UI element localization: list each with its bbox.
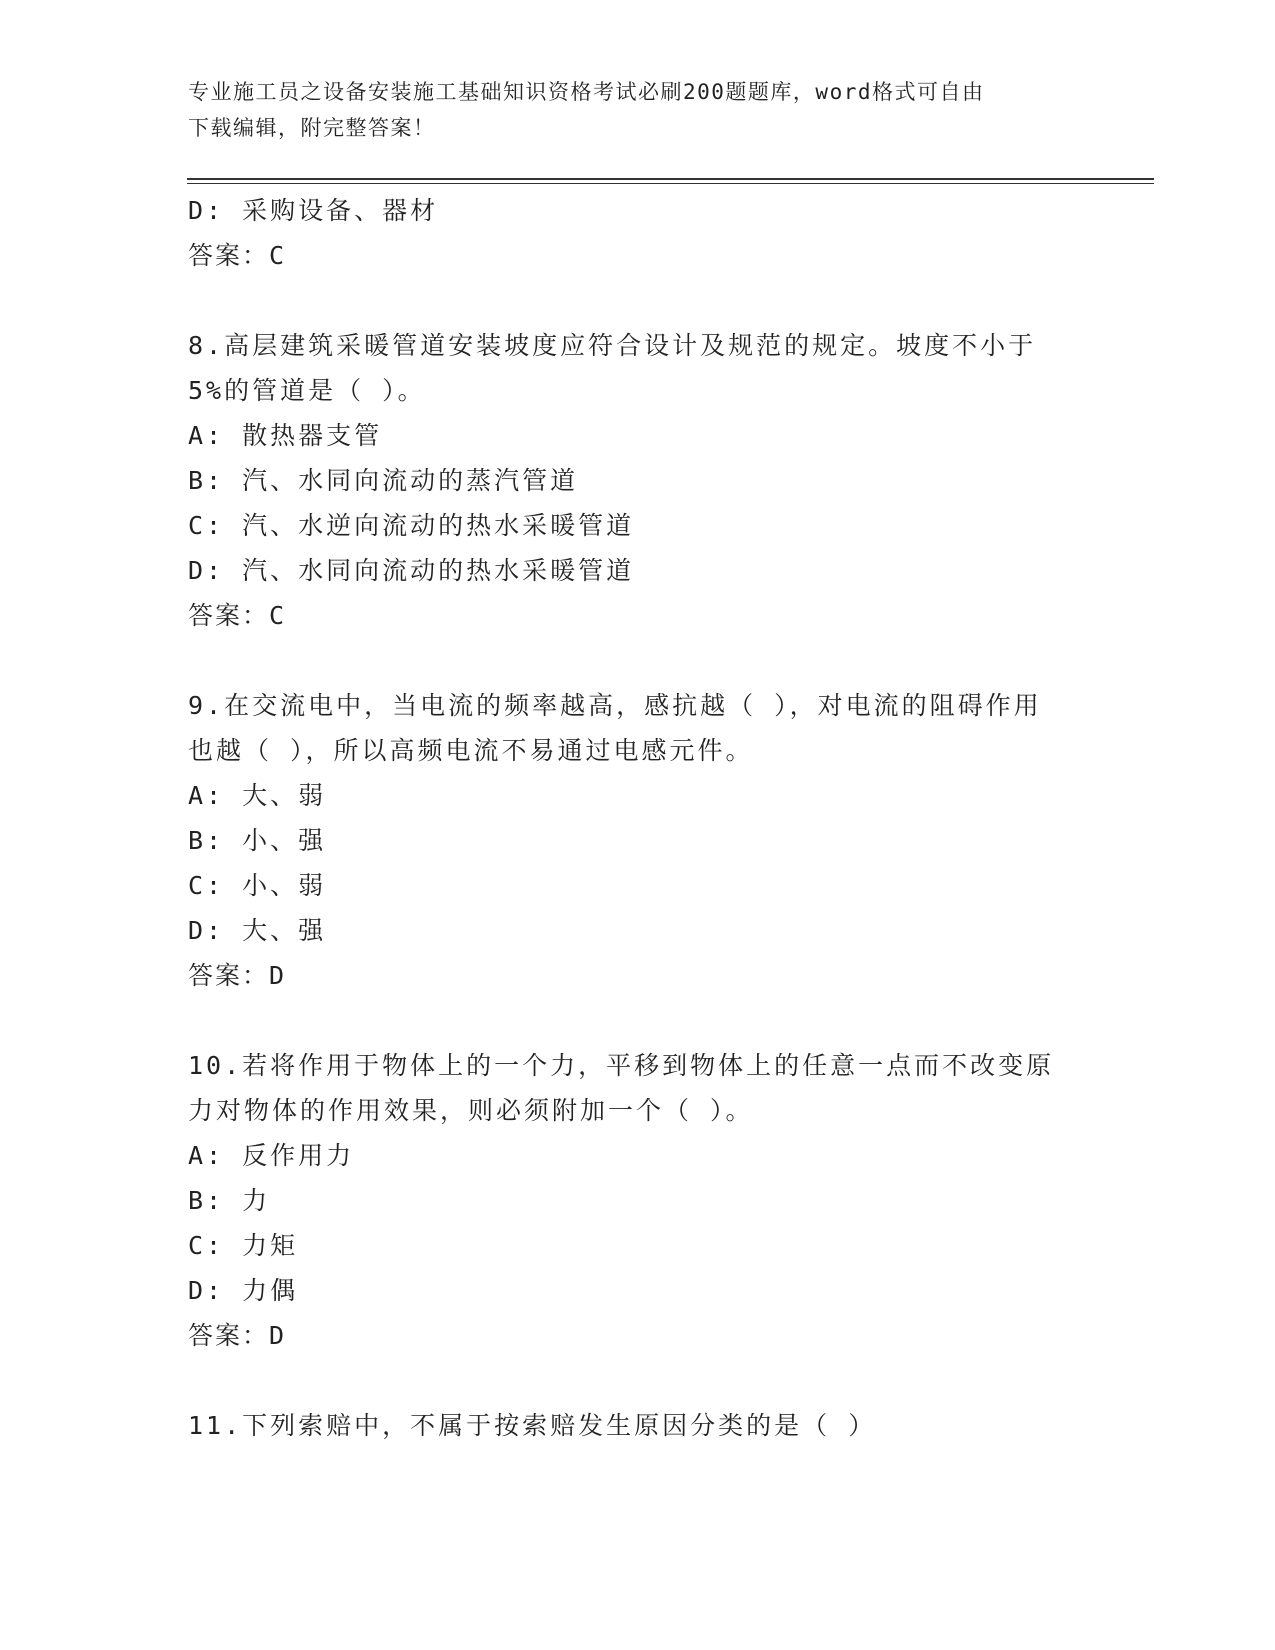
question-list	[188, 188, 1088, 1448]
question-9	[188, 683, 1088, 998]
question-text: 8.高层建筑采暖管道安装坡度应符合设计及规范的规定。坡度不小于	[188, 331, 1037, 360]
option-c: C: 小、弱	[188, 871, 327, 900]
answer-line: 答案：C	[188, 601, 287, 630]
option-d: D: 大、强	[188, 916, 327, 945]
option-d: D: 采购设备、器材	[188, 196, 439, 225]
spacer	[188, 1358, 1088, 1403]
question-text: 也越（ ），所以高频电流不易通过电感元件。	[188, 736, 754, 765]
option-c: C: 力矩	[188, 1231, 299, 1260]
question-text: 10.若将作用于物体上的一个力，平移到物体上的任意一点而不改变原	[188, 1051, 1055, 1080]
question-8	[188, 323, 1088, 638]
answer-line: 答案：D	[188, 1321, 287, 1350]
option-a: A: 散热器支管	[188, 421, 383, 450]
option-b: B: 力	[188, 1186, 271, 1215]
question-text: 5%的管道是（ ）。	[188, 376, 426, 405]
spacer	[188, 638, 1088, 683]
question-text: 力对物体的作用效果，则必须附加一个（ ）。	[188, 1096, 754, 1125]
page-header	[188, 74, 1068, 146]
answer-line: 答案：C	[188, 241, 287, 270]
option-b: B: 汽、水同向流动的蒸汽管道	[188, 466, 579, 495]
option-b: B: 小、强	[188, 826, 327, 855]
header-divider-thin	[187, 183, 1154, 184]
option-c: C: 汽、水逆向流动的热水采暖管道	[188, 511, 635, 540]
header-line-2: 下载编辑，附完整答案！	[188, 116, 436, 140]
question-text: 9.在交流电中，当电流的频率越高，感抗越（ ），对电流的阻碍作用	[188, 691, 1042, 720]
option-d: D: 力偶	[188, 1276, 299, 1305]
header-line-1: 专业施工员之设备安装施工基础知识资格考试必刷200题题库，word格式可自由	[188, 80, 985, 104]
question-10	[188, 1043, 1088, 1358]
header-divider-thick	[187, 178, 1154, 180]
option-d: D: 汽、水同向流动的热水采暖管道	[188, 556, 635, 585]
option-a: A: 反作用力	[188, 1141, 355, 1170]
answer-line: 答案：D	[188, 961, 287, 990]
question-11	[188, 1403, 1088, 1448]
question-text: 11.下列索赔中，不属于按索赔发生原因分类的是（ ）	[188, 1411, 877, 1440]
question-7-continued	[188, 188, 1088, 278]
spacer	[188, 998, 1088, 1043]
spacer	[188, 278, 1088, 323]
option-a: A: 大、弱	[188, 781, 327, 810]
